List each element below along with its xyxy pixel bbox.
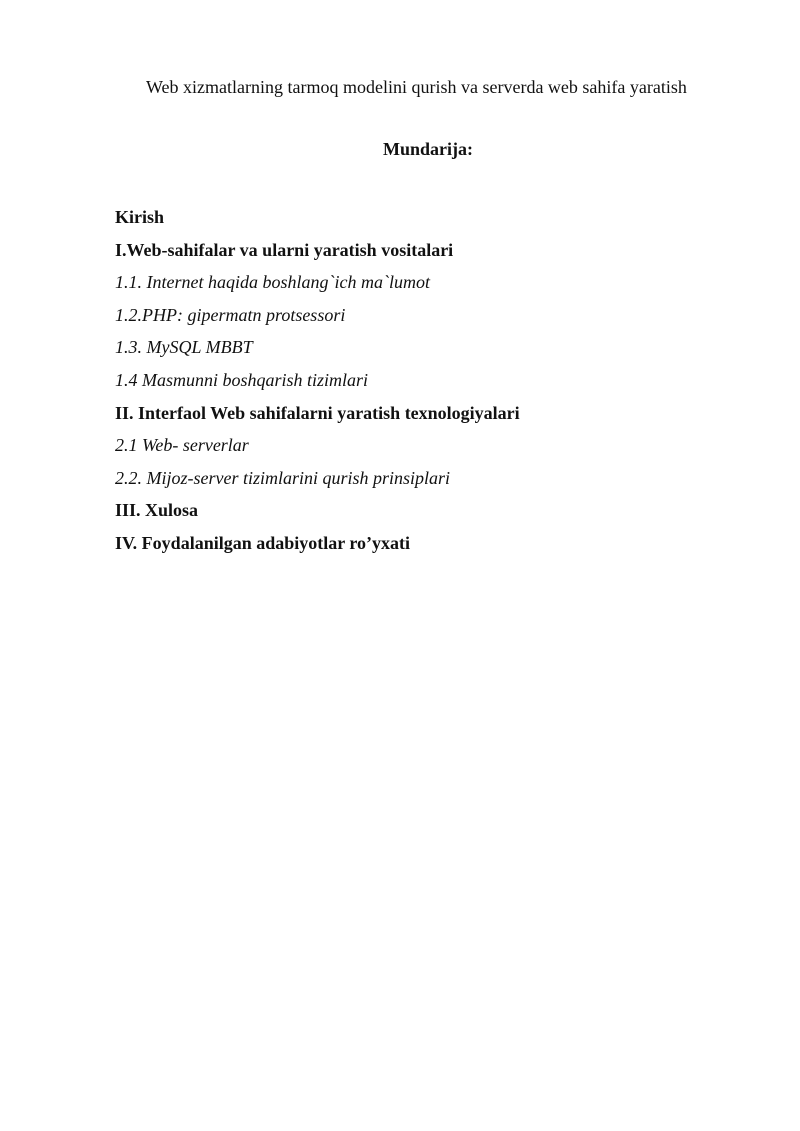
toc-item-section-2-1: 2.1 Web- serverlar	[115, 435, 249, 456]
toc-item-chapter-1: I.Web-sahifalar va ularni yaratish vositalari	[115, 239, 454, 260]
toc-item-section-1-2: 1.2.PHP: gipermatn protsessori	[115, 304, 346, 325]
toc-item-chapter-2: II. Interfaol Web sahifalarni yaratish texnologiyalari	[115, 402, 520, 423]
toc-item-section-1-4: 1.4 Masmunni boshqarish tizimlari	[115, 369, 369, 390]
toc-item-references: IV. Foydalanilgan adabiyotlar ro’yxati	[115, 532, 411, 553]
toc-item-section-1-3: 1.3. MySQL MBBT	[115, 337, 253, 358]
toc-item-conclusion: III. Xulosa	[115, 500, 199, 521]
toc-item-section-1-1: 1.1. Internet haqida boshlang`ich ma`lumot	[115, 272, 430, 293]
toc-item-introduction: Kirish	[115, 207, 165, 227]
toc-item-section-2-2: 2.2. Mijoz-server tizimlarini qurish prinsiplari	[115, 467, 451, 488]
document-title: Web xizmatlarning tarmoq modelini qurish va serverda web sahifa yaratish	[146, 77, 687, 97]
toc-heading: Mundarija:	[383, 139, 473, 159]
table-of-contents	[115, 201, 520, 560]
